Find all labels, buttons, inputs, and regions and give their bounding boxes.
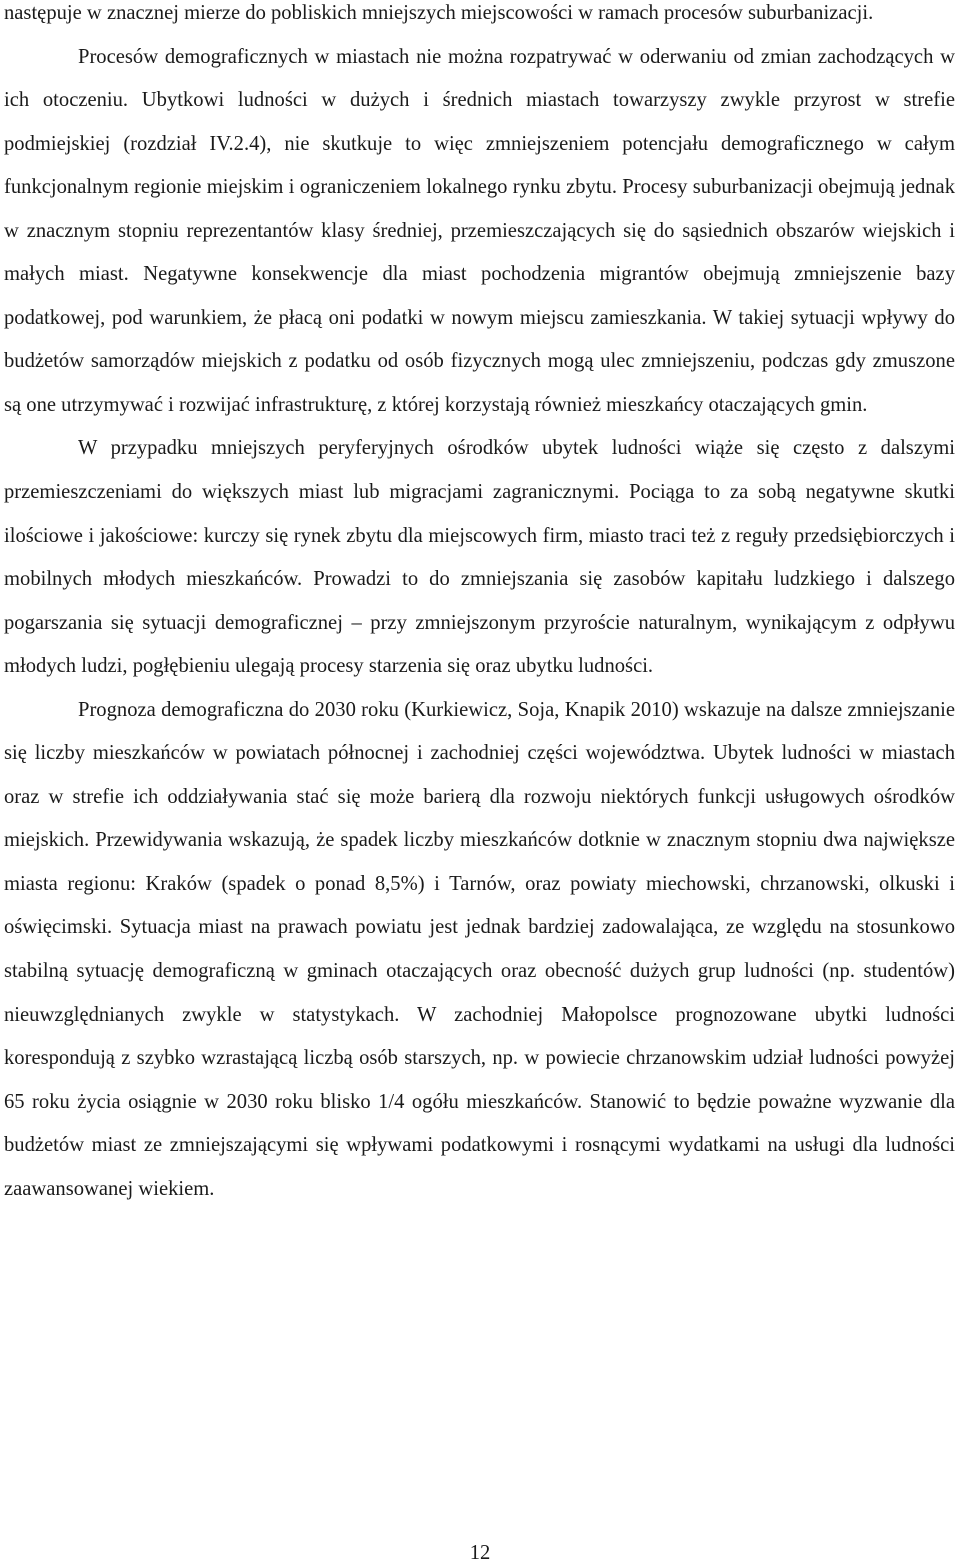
paragraph-peripheral-centers: W przypadku mniejszych peryferyjnych ośrodków ubytek ludności wiąże się często z dalszymi przemieszczeniami do większych miast lub migracjami zagranicznymi. Pociąga to za sobą negatywne skutki ilościowe i jakościowe: kurczy się rynek zbytu dla miejscowych firm, miasto traci też z reguły przedsiębiorczych i mobilnych młodych mieszkańców. Prowadzi to do zmniejszania się zasobów kapitału ludzkiego i dalszego pogarszania się sytuacji demograficznej – przy zmniejszonym przyroście naturalnym, wynikającym z odpływu młodych ludzi, pogłębieniu ulegają procesy starzenia się oraz ubytku ludności.	[4, 437, 955, 678]
paragraph-forecast-2030: Prognoza demograficzna do 2030 roku (Kurkiewicz, Soja, Knapik 2010) wskazuje na dalsze zmniejszanie się liczby mieszkańców w powiatach północnej i zachodniej części województwa. Ubytek ludności w miastach oraz w strefie ich oddziaływania stać się może barierą dla rozwoju niektórych funkcji usługowych ośrodków miejskich. Przewidywania wskazują, że spadek liczby mieszkańców dotknie w znacznym stopniu dwa największe miasta regionu: Kraków (spadek o ponad 8,5%) i Tarnów, oraz powiaty miechowski, chrzanowski, olkuski i oświęcimski. Sytuacja miast na prawach powiatu jest jednak bardziej zadowalająca, ze względu na stosunkowo stabilną sytuację demograficzną w gminach otaczających oraz obecność dużych grup ludności (np. studentów) nieuwzględnianych zwykle w statystykach. W zachodniej Małopolsce prognozowane ubytki ludności korespondują z szybko wzrastającą liczbą osób starszych, np. w powiecie chrzanowskim udział ludności powyżej 65 roku życia osiągnie w 2030 roku blisko 1/4 ogółu mieszkańców. Stanowić to będzie poważne wyzwanie dla budżetów miast ze zmniejszającymi się wpływami podatkowymi i rosnącymi wydatkami na usługi dla ludności zaawansowanej wiekiem.	[4, 698, 955, 1200]
paragraph-demographic-processes: Procesów demograficznych w miastach nie można rozpatrywać w oderwaniu od zmian zachodzących w ich otoczeniu. Ubytkowi ludności w dużych i średnich miastach towarzyszy zwykle przyrost w strefie podmiejskiej (rozdział IV.2.4), nie skutkuje to więc zmniejszeniem potencjału demograficznego w całym funkcjonalnym regionie miejskim i ograniczeniem lokalnego rynku zbytu. Procesy suburbanizacji obejmują jednak w znacznym stopniu reprezentantów klasy średniej, przemieszczających się do sąsiednich obszarów wiejskich i małych miast. Negatywne konsekwencje dla miast pochodzenia migrantów obejmują zmniejszenie bazy podatkowej, pod warunkiem, że płacą oni podatki w nowym miejscu zamieszkania. W takiej sytuacji wpływy do budżetów samorządów miejskich z podatku od osób fizycznych mogą ulec zmniejszeniu, podczas gdy zmuszone są one utrzymywać i rozwijać infrastrukturę, z której korzystają również mieszkańcy otaczających gmin.	[4, 45, 955, 416]
page-number: 12	[469, 1542, 491, 1564]
document-page	[4, 0, 955, 1211]
paragraph-continuation: następuje w znacznej mierze do pobliskich mniejszych miejscowości w ramach procesów suburbanizacji.	[4, 2, 874, 24]
